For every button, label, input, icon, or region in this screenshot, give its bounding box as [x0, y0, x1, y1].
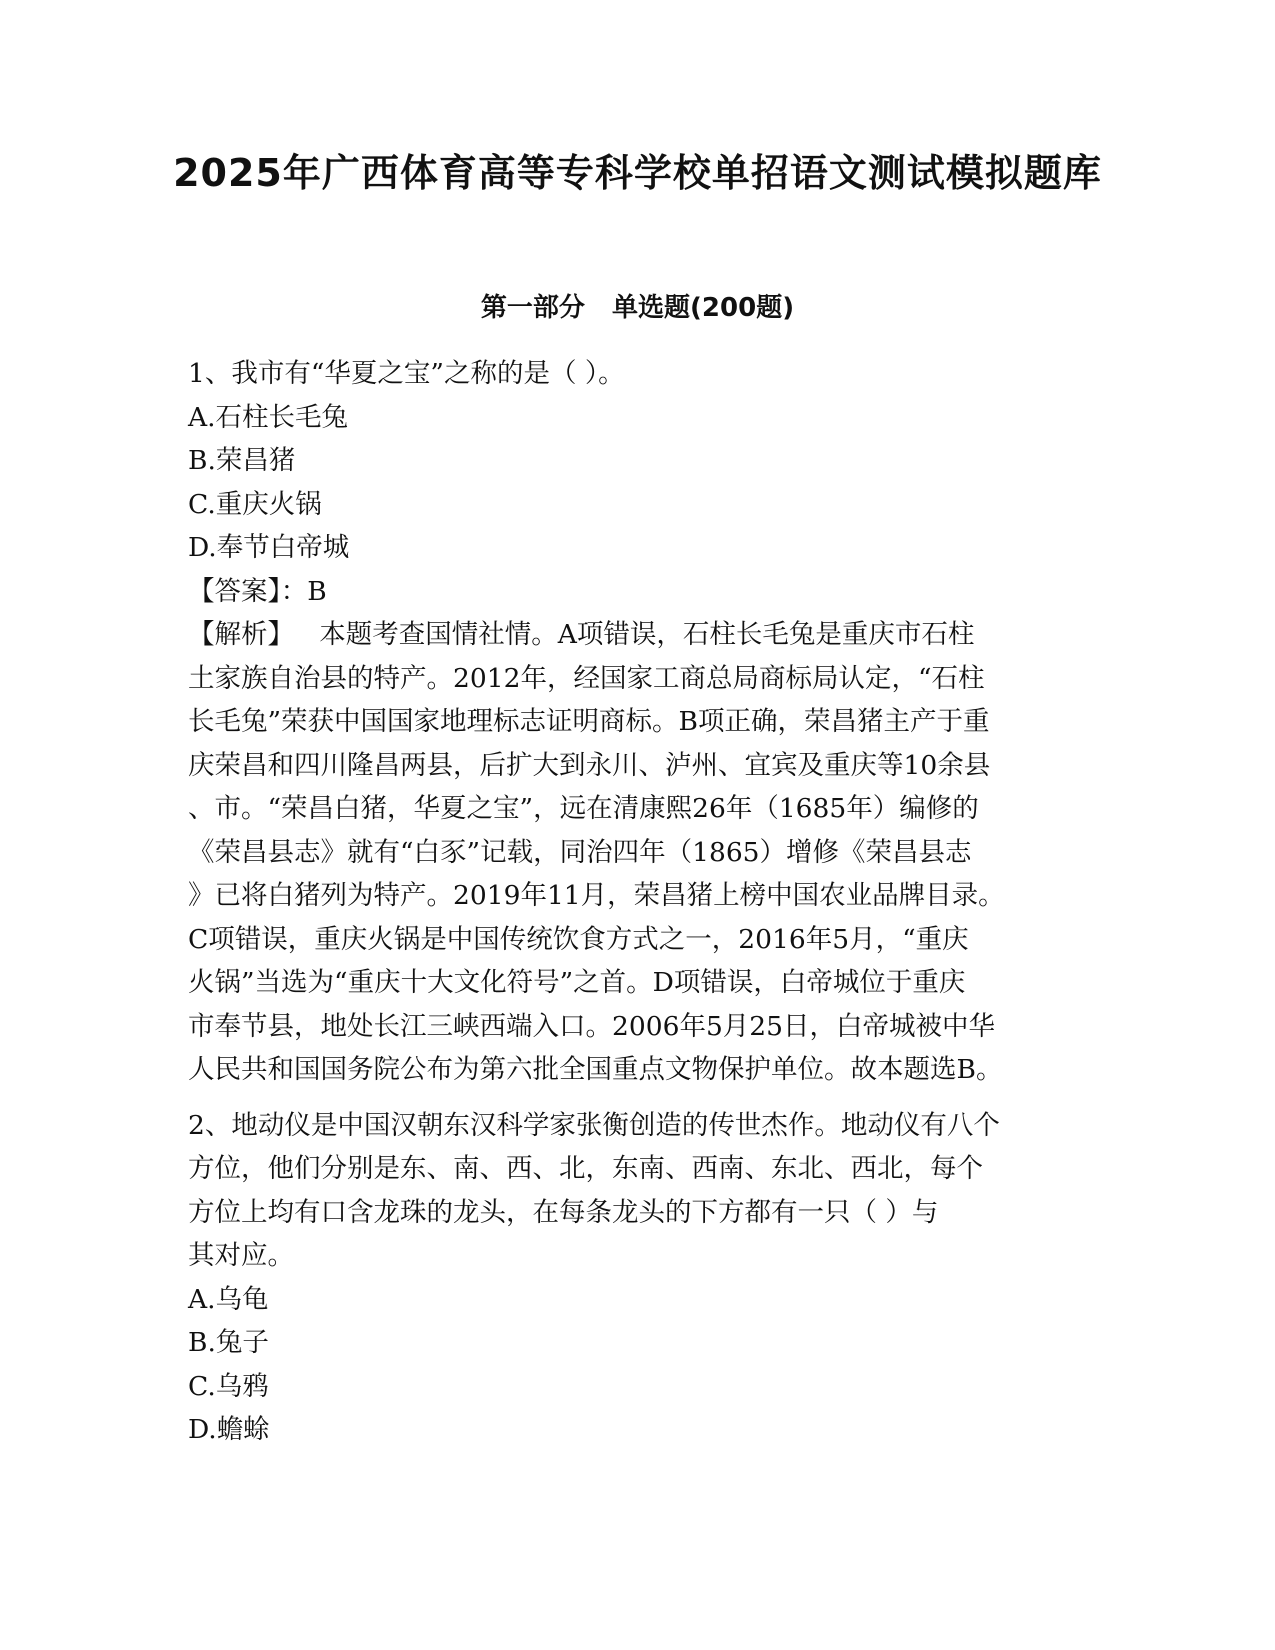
question-1-stem: 1、我市有“华夏之宝”之称的是（ ）。	[188, 358, 625, 389]
section-title: 第一部分 单选题(200题)	[480, 293, 795, 323]
question-spacer	[188, 1092, 1088, 1104]
analysis-line: 人民共和国国务院公布为第六批全国重点文物保护单位。故本题选B。	[188, 1054, 1003, 1085]
question-2-option-d: D.蟾蜍	[188, 1414, 270, 1445]
question-1-option-c: C.重庆火锅	[188, 488, 322, 520]
analysis-line: 、市。“荣昌白猪，华夏之宝”，远在清康熙26年（1685年）编修的	[188, 793, 979, 824]
question-2-option-a: A.乌龟	[188, 1283, 269, 1315]
question-1-analysis	[188, 613, 1088, 1092]
analysis-line: 庆荣昌和四川隆昌两县，后扩大到永川、泸州、宜宾及重庆等10余县	[188, 749, 991, 781]
question-1	[188, 352, 1088, 1092]
question-1-option-d: D.奉节白帝城	[188, 532, 350, 563]
question-2-option-c: C.乌鸦	[188, 1370, 269, 1402]
analysis-line: 土家族自治县的特产。2012年，经国家工商总局商标局认定，“石柱	[188, 662, 985, 694]
question-2-stem-line: 2、地动仪是中国汉朝东汉科学家张衡创造的传世杰作。地动仪有八个	[188, 1109, 1000, 1141]
analysis-line: 长毛兔”荣获中国国家地理标志证明商标。B项正确，荣昌猪主产于重	[188, 706, 990, 737]
question-list	[188, 352, 1088, 1452]
document-title: 2025年广西体育高等专科学校单招语文测试模拟题库	[173, 151, 1102, 195]
analysis-line: 火锅”当选为“重庆十大文化符号”之首。D项错误，白帝城位于重庆	[188, 967, 966, 998]
question-2-stem-line: 方位，他们分别是东、南、西、北，东南、西南、东北、西北，每个	[188, 1153, 983, 1184]
question-2	[188, 1104, 1088, 1452]
analysis-line: 【解析】 本题考查国情社情。A项错误，石柱长毛兔是重庆市石柱	[188, 619, 975, 650]
analysis-line: 市奉节县，地处长江三峡西端入口。2006年5月25日，白帝城被中华	[188, 1010, 996, 1042]
analysis-line: C项错误，重庆火锅是中国传统饮食方式之一，2016年5月，“重庆	[188, 923, 969, 955]
question-1-answer: 【答案】：B	[188, 575, 327, 607]
analysis-line: 》已将白猪列为特产。2019年11月，荣昌猪上榜中国农业品牌目录。	[188, 880, 1005, 911]
question-2-stem-line: 方位上均有口含龙珠的龙头，在每条龙头的下方都有一只（ ）与	[188, 1196, 939, 1228]
question-2-option-b: B.兔子	[188, 1327, 269, 1358]
analysis-line: 《荣昌县志》就有“白豕”记载，同治四年（1865）增修《荣昌县志	[188, 836, 972, 868]
question-2-stem-line: 其对应。	[188, 1240, 294, 1271]
question-1-option-b: B.荣昌猪	[188, 445, 296, 476]
question-1-option-a: A.石柱长毛兔	[188, 401, 349, 433]
